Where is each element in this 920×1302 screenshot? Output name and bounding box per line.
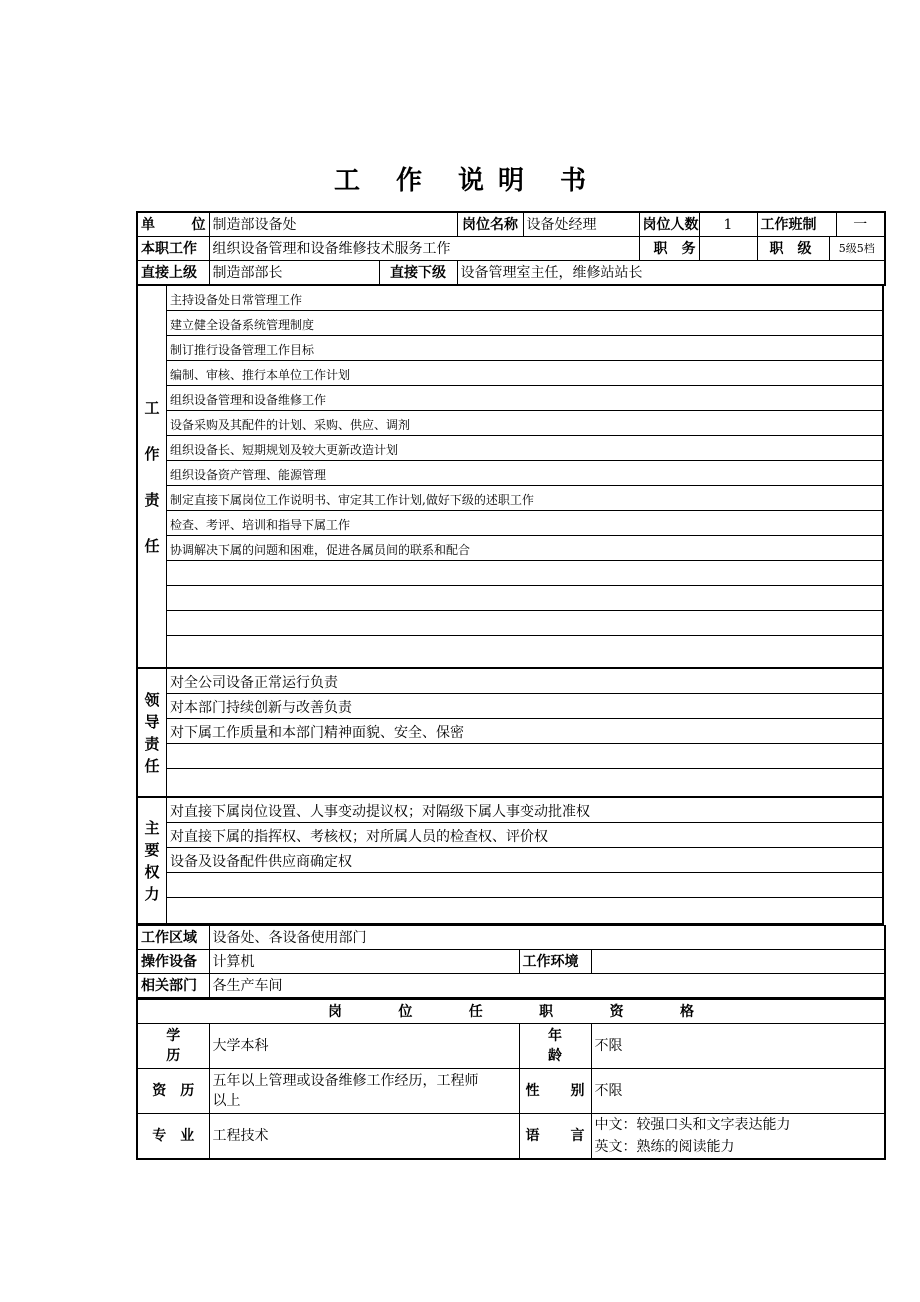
list-item: 检查、考评、培训和指导下属工作 — [167, 511, 882, 536]
authority-list — [167, 798, 882, 923]
leadership-list — [167, 669, 882, 796]
leadership-section — [136, 669, 884, 798]
language-label: 语 言 — [519, 1114, 591, 1160]
headcount-label: 岗位人数 — [639, 212, 699, 237]
list-item: 主持设备处日常管理工作 — [167, 286, 882, 311]
list-item: 对本部门持续创新与改善负责 — [167, 694, 882, 719]
title-char: 明 — [498, 166, 525, 196]
gender-value: 不限 — [591, 1069, 885, 1114]
label-char: 主 — [144, 818, 160, 837]
unit-value: 制造部设备处 — [209, 212, 457, 237]
shift-label: 工作班制 — [758, 213, 837, 236]
list-item: 组织设备管理和设备维修工作 — [167, 386, 882, 411]
list-item — [167, 873, 882, 898]
leadership-label — [138, 669, 167, 796]
responsibilities-section — [136, 286, 884, 669]
grade-row — [757, 237, 885, 261]
list-item: 协调解决下属的问题和困难，促进各属员间的联系和配合 — [167, 536, 882, 561]
dept-value: 各生产车间 — [209, 974, 885, 999]
shift-row — [757, 212, 885, 237]
list-item — [167, 561, 882, 586]
heading-char: 职 — [539, 1003, 554, 1020]
grade-label: 职 级 — [758, 237, 830, 260]
list-item — [167, 744, 882, 769]
area-value: 设备处、各设备使用部门 — [209, 926, 885, 950]
post-name-value: 设备处经理 — [523, 212, 639, 237]
list-item: 设备采购及其配件的计划、采购、供应、调剂 — [167, 411, 882, 436]
dept-label: 相关部门 — [137, 974, 209, 999]
job-description-form — [136, 211, 884, 1160]
document-title — [0, 160, 920, 197]
unit-label: 单 位 — [137, 212, 209, 237]
list-item — [167, 611, 882, 636]
job-label: 本职工作 — [137, 237, 209, 261]
list-item — [167, 586, 882, 611]
heading-char: 位 — [398, 1003, 413, 1020]
age-label: 年龄 — [519, 1024, 591, 1069]
gender-label: 性 别 — [519, 1069, 591, 1114]
experience-label: 资 历 — [137, 1069, 209, 1114]
grade-value: 5级5档 — [838, 241, 875, 255]
label-char: 任 — [144, 536, 160, 555]
label-char: 责 — [144, 490, 160, 509]
duty-label: 职 务 — [639, 237, 699, 261]
education-label: 学历 — [137, 1024, 209, 1069]
list-item: 制定直接下属岗位工作说明书、审定其工作计划,做好下级的述职工作 — [167, 486, 882, 511]
area-label: 工作区域 — [137, 926, 209, 950]
list-item — [167, 769, 882, 794]
authority-section — [136, 798, 884, 925]
heading-char: 岗 — [328, 1003, 342, 1020]
label-char: 工 — [144, 398, 160, 417]
superior-value: 制造部部长 — [209, 261, 379, 286]
equipment-label: 操作设备 — [137, 950, 209, 974]
equipment-value: 计算机 — [209, 950, 519, 974]
responsibilities-list — [167, 286, 882, 667]
responsibilities-label — [138, 286, 167, 667]
label-char: 权 — [144, 862, 160, 881]
list-item: 对直接下属的指挥权、考核权；对所属人员的检查权、评价权 — [167, 823, 882, 848]
environment-label: 工作环境 — [519, 950, 591, 974]
job-value: 组织设备管理和设备维修技术服务工作 — [209, 237, 639, 261]
heading-char: 格 — [679, 1003, 694, 1020]
list-item — [167, 898, 882, 923]
language-chinese: 中文：较强口头和文字表达能力 — [594, 1117, 791, 1133]
work-table — [136, 925, 886, 999]
language-english: 英文：熟练的阅读能力 — [594, 1139, 735, 1155]
header-table — [136, 211, 886, 286]
label-char: 力 — [144, 884, 160, 903]
environment-value — [591, 950, 885, 974]
list-item: 对下属工作质量和本部门精神面貌、安全、保密 — [167, 719, 882, 744]
major-value: 工程技术 — [209, 1114, 519, 1160]
label-char: 任 — [144, 756, 160, 775]
duty-value — [699, 237, 757, 261]
label-char: 导 — [144, 712, 160, 731]
list-item: 对直接下属岗位设置、人事变动提议权；对隔级下属人事变动批准权 — [167, 798, 882, 823]
post-name-label: 岗位名称 — [457, 212, 523, 237]
shift-value: 一 — [853, 216, 868, 233]
qualifications-table — [136, 999, 886, 1160]
heading-char: 任 — [468, 1003, 483, 1020]
list-item: 设备及设备配件供应商确定权 — [167, 848, 882, 873]
major-label: 专 业 — [137, 1114, 209, 1160]
list-item: 对全公司设备正常运行负责 — [167, 669, 882, 694]
list-item — [167, 636, 882, 661]
list-item: 建立健全设备系统管理制度 — [167, 311, 882, 336]
education-value: 大学本科 — [209, 1024, 519, 1069]
qualifications-heading — [137, 1000, 885, 1024]
superior-label: 直接上级 — [137, 261, 209, 286]
list-item: 编制、审核、推行本单位工作计划 — [167, 361, 882, 386]
label-char: 作 — [144, 444, 160, 463]
headcount-value: 1 — [699, 212, 757, 237]
experience-value: 五年以上管理或设备维修工作经历，工程师以上 — [209, 1069, 519, 1114]
label-char: 责 — [144, 734, 160, 753]
heading-char: 资 — [609, 1003, 624, 1020]
subordinate-value: 设备管理室主任，维修站站长 — [457, 261, 885, 286]
title-char: 说 — [457, 166, 484, 196]
age-value: 不限 — [591, 1024, 885, 1069]
list-item: 组织设备长、短期规划及较大更新改造计划 — [167, 436, 882, 461]
label-char: 领 — [144, 690, 160, 709]
label-char: 要 — [144, 840, 160, 859]
list-item: 制订推行设备管理工作目标 — [167, 336, 882, 361]
language-value — [591, 1114, 885, 1160]
authority-label — [138, 798, 167, 923]
title-char: 书 — [560, 166, 587, 196]
subordinate-label: 直接下级 — [379, 261, 457, 286]
title-char: 作 — [395, 166, 422, 196]
list-item: 组织设备资产管理、能源管理 — [167, 461, 882, 486]
title-char: 工 — [333, 166, 360, 196]
